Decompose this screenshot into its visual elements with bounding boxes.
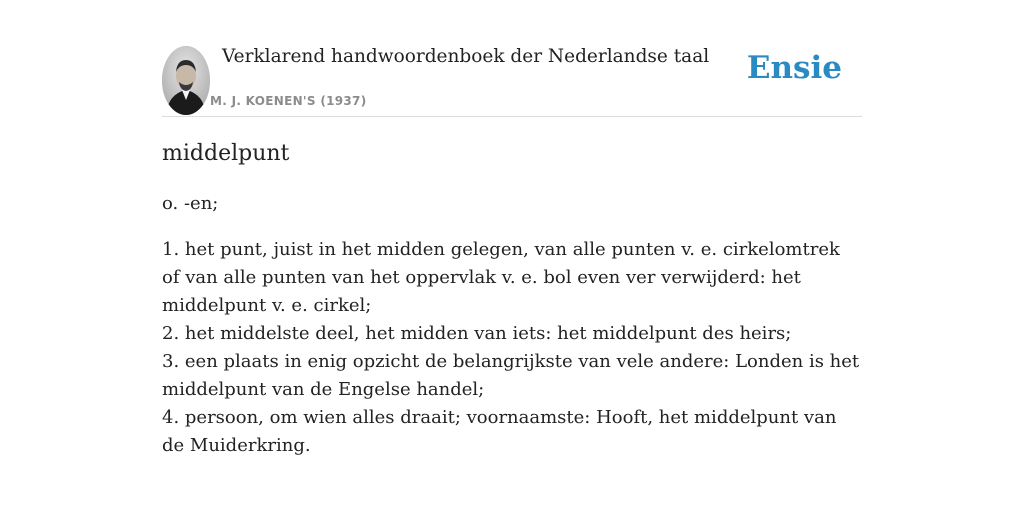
page-header [162,0,862,117]
definition-item: 4. persoon, om wien alles draait; voornaamste: Hooft, het middelpunt van de Muiderkring. [162,407,837,456]
ensie-logo-link[interactable]: Ensie [746,50,842,86]
dictionary-title: Verklarend handwoordenboek der Nederlandse taal [222,46,710,67]
entry-grammar: o. -en; [162,193,219,214]
page-container [162,0,862,460]
definition-item: 1. het punt, juist in het midden gelegen, van alle punten v. e. cirkelomtrek of van alle punten van het oppervlak v. e. bol even ver verwijderd: het middelpunt v. e. cirkel; [162,239,840,316]
definitions-list [162,236,862,460]
definition-item: 3. een plaats in enig opzicht de belangrijkste van vele andere: Londen is het middelpunt van de Engelse handel; [162,351,860,400]
author-portrait [162,46,210,115]
definition-item: 2. het middelste deel, het midden van iets: het middelpunt des heirs; [162,323,792,344]
entry-headword: middelpunt [162,141,290,166]
dictionary-subtitle: M. J. KOENEN'S (1937) [210,94,367,108]
